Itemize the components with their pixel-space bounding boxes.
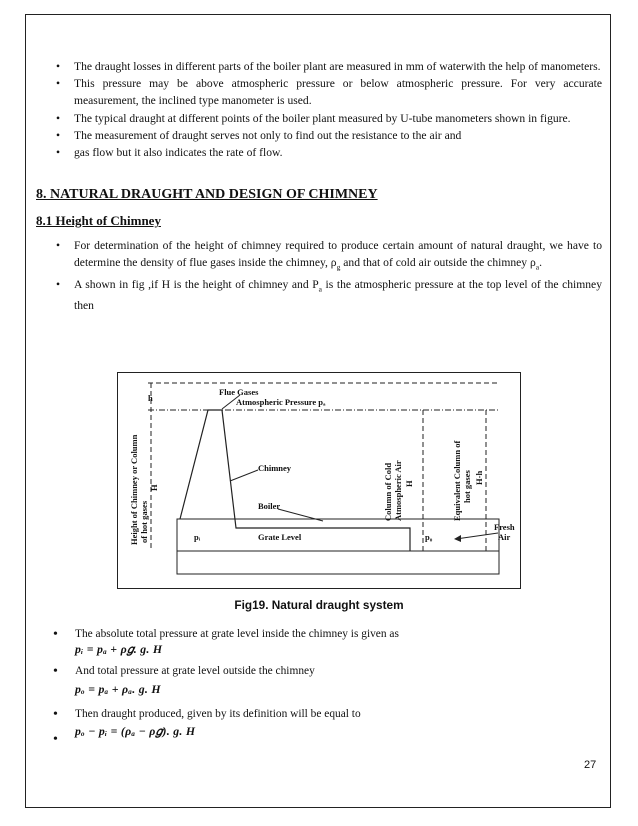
chimney-label: Chimney bbox=[258, 463, 292, 473]
list-item: • The typical draught at different points of the boiler plant measured by U-tube manometers shown in figure. bbox=[36, 110, 602, 127]
fresh-air-arrow bbox=[456, 533, 498, 539]
draught-bullet-list bbox=[36, 58, 602, 161]
grate-box bbox=[177, 519, 499, 574]
equation: pᵢ = pₐ + ρ𝑔. g. H bbox=[75, 642, 163, 656]
po-label: p₀ bbox=[425, 532, 433, 542]
H-label-right: H bbox=[404, 480, 414, 487]
section-heading: 8. NATURAL DRAUGHT AND DESIGN OF CHIMNEY bbox=[36, 187, 378, 203]
list-item: • gas flow but it also indicates the rate of flow. bbox=[36, 144, 602, 161]
equation: pₒ − pᵢ = (ρₐ − ρ𝑔). g. H bbox=[75, 724, 196, 738]
chimney-diagram bbox=[118, 373, 522, 590]
fresh-label: Fresh bbox=[494, 522, 515, 532]
arrowhead bbox=[454, 535, 461, 542]
list-item: • A shown in fig ,if H is the height of chimney and $P_a$ is the atmospheric pressure at the top level of the chimney then bbox=[56, 277, 602, 313]
bullet: • bbox=[56, 239, 61, 253]
list-item: • For determination of the height of chimney required to produce certain amount of natural draught, we have to determine the density of flue gases inside the chimney, $\rho_g$ and that of cold air outside the chimney $\rho_a$. bbox=[56, 239, 602, 272]
bullet: • bbox=[53, 707, 58, 722]
bullet: • bbox=[56, 111, 61, 125]
natural-draught-figure bbox=[117, 372, 521, 589]
height-column-label-1: Height of Chimney or Column bbox=[129, 434, 139, 545]
bullet: • bbox=[53, 732, 58, 747]
H-minus-h-label: H-h bbox=[474, 470, 484, 485]
bullet: • bbox=[53, 627, 58, 642]
bullet: • bbox=[56, 128, 61, 142]
chimney-leader bbox=[230, 470, 258, 481]
bullet: • bbox=[56, 60, 61, 73]
chimney-outline bbox=[180, 410, 410, 551]
equiv-column-label-1: Equivalent Column of bbox=[452, 440, 462, 521]
bullet: • bbox=[56, 77, 61, 91]
subsection-heading: 8.1 Height of Chimney bbox=[36, 213, 161, 229]
boiler-label: Boiler bbox=[258, 501, 281, 511]
grate-level-label: Grate Level bbox=[258, 532, 302, 542]
bullet: • bbox=[56, 277, 61, 291]
cold-air-label-2: Atmospheric Air bbox=[393, 460, 403, 521]
flue-gases-label: Flue Gases bbox=[219, 387, 259, 397]
list-item: • The draught losses in different parts of the boiler plant are measured in mm of waterwith the help of manometers. bbox=[36, 58, 602, 75]
height-column-label-2: of hot gases bbox=[139, 500, 149, 543]
list-item: • This pressure may be above atmospheric pressure or below atmospheric pressure. For very accurate measurement, the inclined type manometer is used. bbox=[56, 77, 602, 108]
cold-air-label-1: Column of Cold bbox=[383, 462, 393, 521]
air-label: Air bbox=[498, 532, 511, 542]
chimney-bullet-list bbox=[36, 237, 602, 314]
H-label: H bbox=[149, 484, 159, 491]
equation: pₒ = pₐ + ρₐ. g. H bbox=[75, 682, 161, 696]
equiv-column-label-2: hot gases bbox=[462, 470, 472, 503]
document-body bbox=[36, 58, 602, 315]
figure-caption: Fig19. Natural draught system bbox=[234, 598, 404, 612]
h-label: h bbox=[148, 393, 153, 403]
pi-label: pᵢ bbox=[194, 532, 201, 542]
bullet: • bbox=[56, 146, 61, 160]
list-item: • The measurement of draught serves not only to find out the resistance to the air and bbox=[36, 127, 602, 144]
page-number: 27 bbox=[584, 759, 597, 771]
bullet: • bbox=[53, 664, 58, 679]
atm-pressure-label: Atmospheric Pressure pₐ bbox=[236, 397, 326, 407]
